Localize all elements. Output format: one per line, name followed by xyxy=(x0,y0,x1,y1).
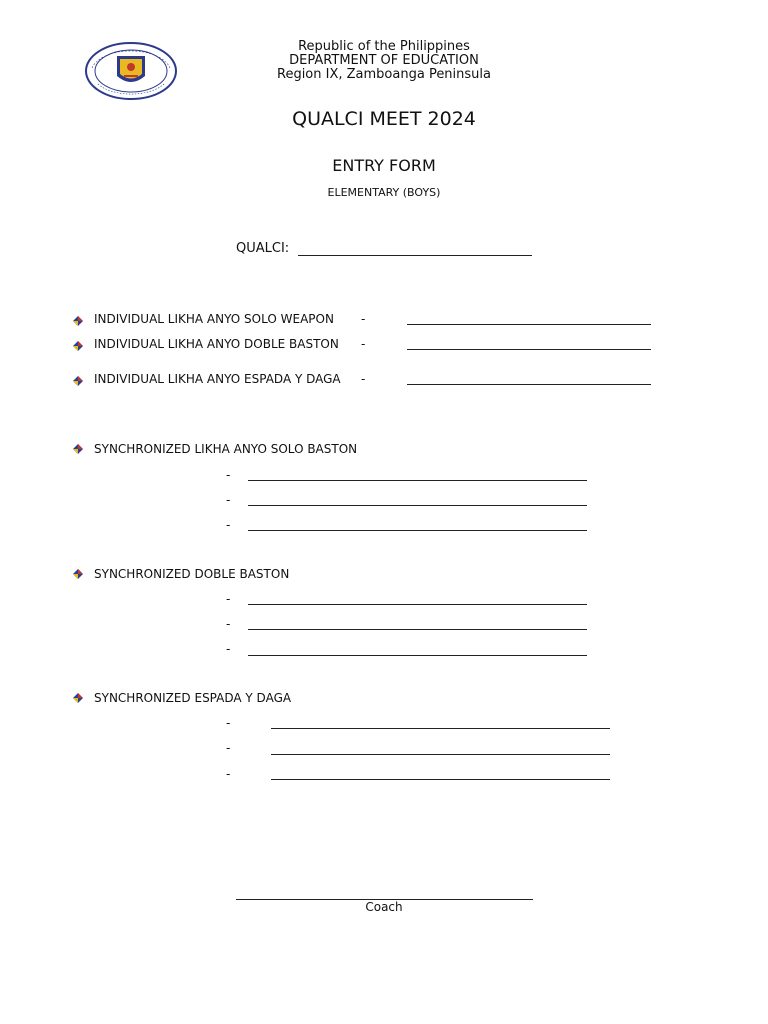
diamond-bullet-icon xyxy=(72,568,84,580)
header-republic: Republic of the Philippines xyxy=(298,39,470,54)
diamond-bullet-icon xyxy=(72,375,84,387)
member-entry-line[interactable] xyxy=(248,530,587,531)
individual-entry-line[interactable] xyxy=(407,384,651,385)
coach-label: Coach xyxy=(365,900,403,914)
individual-entry-line[interactable] xyxy=(407,324,651,325)
individual-event-label: INDIVIDUAL LIKHA ANYO DOBLE BASTON xyxy=(94,337,339,351)
dash: - xyxy=(226,493,231,507)
dash: - xyxy=(226,617,231,631)
header-department: DEPARTMENT OF EDUCATION xyxy=(289,53,479,68)
member-entry-line[interactable] xyxy=(271,754,610,755)
individual-event-2 xyxy=(72,337,84,356)
individual-event-label: INDIVIDUAL LIKHA ANYO SOLO WEAPON xyxy=(94,312,334,326)
diamond-bullet-icon xyxy=(72,315,84,327)
member-entry-line[interactable] xyxy=(271,728,610,729)
individual-event-label: INDIVIDUAL LIKHA ANYO ESPADA Y DAGA xyxy=(94,372,341,386)
member-entry-line[interactable] xyxy=(271,779,610,780)
dash: - xyxy=(226,592,231,606)
member-entry-line[interactable] xyxy=(248,480,587,481)
category-label: ELEMENTARY (BOYS) xyxy=(327,186,441,199)
dash: - xyxy=(226,716,231,730)
diamond-bullet-icon xyxy=(72,443,84,455)
form-title: ENTRY FORM xyxy=(332,156,436,175)
dash: - xyxy=(226,741,231,755)
member-entry-line[interactable] xyxy=(248,505,587,506)
member-entry-line[interactable] xyxy=(248,629,587,630)
individual-entry-line[interactable] xyxy=(407,349,651,350)
qualci-label: QUALCI: xyxy=(236,241,290,256)
sync-event-label: SYNCHRONIZED DOBLE BASTON xyxy=(94,567,290,581)
qualci-input-line[interactable] xyxy=(298,255,532,256)
dash: - xyxy=(226,468,231,482)
individual-event-1 xyxy=(72,312,84,331)
dash: - xyxy=(226,518,231,532)
individual-event-3 xyxy=(72,372,84,391)
dash: - xyxy=(361,337,366,351)
member-entry-line[interactable] xyxy=(248,604,587,605)
dash: - xyxy=(226,642,231,656)
sync-event-label: SYNCHRONIZED ESPADA Y DAGA xyxy=(94,691,292,705)
dash: - xyxy=(361,312,366,326)
dash: - xyxy=(361,372,366,386)
diamond-bullet-icon xyxy=(72,340,84,352)
diamond-bullet-icon xyxy=(72,692,84,704)
header-region: Region IX, Zamboanga Peninsula xyxy=(277,67,491,82)
member-entry-line[interactable] xyxy=(248,655,587,656)
dash: - xyxy=(226,767,231,781)
sync-event-label: SYNCHRONIZED LIKHA ANYO SOLO BASTON xyxy=(94,442,358,456)
page-title: QUALCI MEET 2024 xyxy=(292,108,476,130)
